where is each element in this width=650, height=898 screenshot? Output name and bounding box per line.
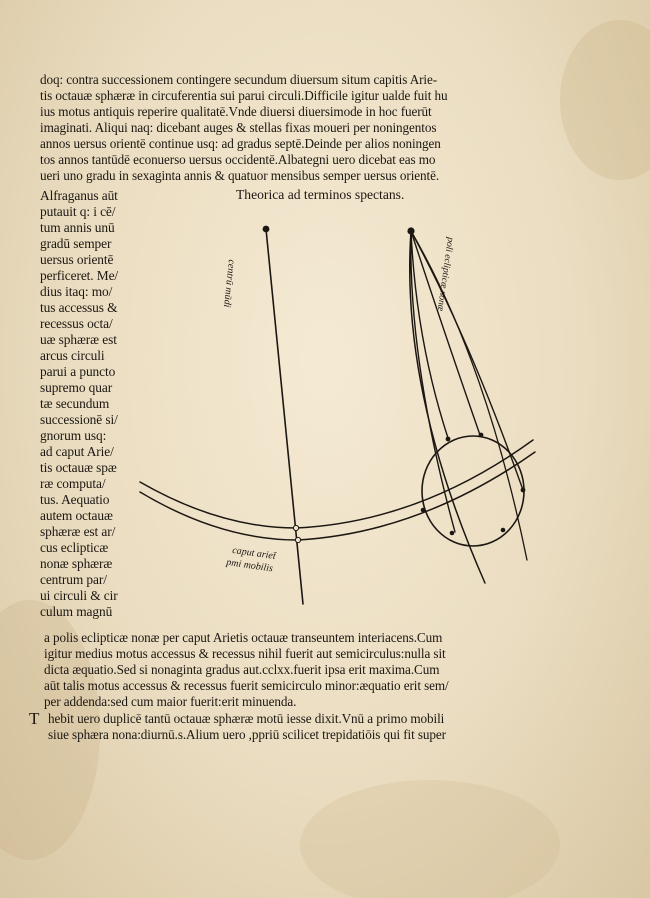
label-primi-mobilis: pmi mobilis bbox=[225, 557, 274, 575]
text-line: centrum par/ bbox=[40, 572, 107, 587]
text-line: ui circuli & cir bbox=[40, 588, 118, 603]
text-line: ius motus antiquis reperire qualitatē.Vnde diuersi diuersimode in hoc fuerūt bbox=[40, 104, 432, 119]
text-line: doq: contra successionem contingere secundum diuersum situm capitis Arie- bbox=[40, 72, 438, 87]
text-line: imaginati. Aliqui naq: dicebant auges & stellas fixas moueri per noningentos bbox=[40, 120, 437, 135]
text-line: perficeret. Me/ bbox=[40, 268, 119, 283]
text-line: uersus orientē bbox=[40, 252, 114, 267]
text-line: aūt talis motus accessus & recessus fuerit semicirculo minor:æquatio erit sem/ bbox=[44, 678, 449, 693]
text-line: autem octauæ bbox=[40, 508, 113, 523]
pole-dot bbox=[407, 227, 414, 234]
text-line: putauit q: i cē/ bbox=[40, 204, 116, 219]
text-line: arcus circuli bbox=[40, 348, 105, 363]
text-line: gnorum usq: bbox=[40, 428, 107, 443]
label-poli-eclipticae: poli eclipticæ nonæ bbox=[434, 236, 455, 312]
text-line: nonæ sphæræ bbox=[40, 556, 113, 571]
intersection-dot bbox=[446, 437, 451, 442]
label-centrum-mundi: centrū mūdi bbox=[221, 258, 237, 308]
text-line: tus. Aequatio bbox=[40, 492, 110, 507]
text-line: parui a puncto bbox=[40, 364, 116, 379]
text-line: successionē si/ bbox=[40, 412, 118, 427]
text-line: tos annos tantūdē econuerso uersus occidentē.Albategni uero dicebat eas mo bbox=[40, 152, 436, 167]
text-line: gradū semper bbox=[40, 236, 112, 251]
text-line: a polis eclipticæ nonæ per caput Arietis octauæ transeuntem interiacens.Cum bbox=[44, 630, 443, 645]
intersection-dot bbox=[479, 433, 484, 438]
ecliptic-point bbox=[295, 537, 300, 542]
text-line: cus eclipticæ bbox=[40, 540, 109, 555]
initial-letter: T bbox=[29, 709, 40, 728]
text-line: tæ secundum bbox=[40, 396, 110, 411]
text-line: ad caput Arie/ bbox=[40, 444, 114, 459]
intersection-dot bbox=[521, 488, 526, 493]
world-axis-line bbox=[266, 229, 303, 604]
text-line: Alfraganus aūt bbox=[40, 188, 118, 203]
text-line: tis octauæ sphæræ in circuferentia sui parui circuli.Difficile igitur ualde fuit hu bbox=[40, 88, 448, 103]
ecliptic-arc bbox=[140, 452, 535, 540]
text-line: sphæræ est ar/ bbox=[40, 524, 116, 539]
text-line: recessus octa/ bbox=[40, 316, 113, 331]
small-circle bbox=[422, 436, 524, 546]
text-line: ræ computa/ bbox=[40, 476, 106, 491]
text-line: igitur medius motus accessus & recessus nihil fuerit aut semicirculus:nulla sit bbox=[44, 646, 446, 661]
text-line: tus accessus & bbox=[40, 300, 118, 315]
intersection-dot bbox=[450, 531, 455, 536]
text-line: siue sphæra nona:diurnū.s.Alium uero ,ppriū scilicet trepidatiōis qui fit super bbox=[48, 727, 446, 742]
label-caput-arietis: caput ariet̄ bbox=[231, 545, 277, 562]
text-line: per addenda:sed cum maior fuerit:erit minuenda. bbox=[44, 694, 297, 709]
ecliptic-point bbox=[293, 525, 298, 530]
pole-dot bbox=[263, 226, 270, 233]
text-line: culum magnū bbox=[40, 604, 113, 619]
text-line: dicta æquatio.Sed si nonaginta gradus aut.cclxx.fuerit ipsa erit maxima.Cum bbox=[44, 662, 440, 677]
figure-caption: Theorica ad terminos spectans. bbox=[236, 187, 405, 202]
text-line: hebit uero duplicē tantū octauæ sphæræ motū iesse dixit.Vnū a primo mobili bbox=[48, 711, 445, 726]
text-line: supremo quar bbox=[40, 380, 113, 395]
text-line: ueri uno gradu in sexaginta annis & quatuor mensibus semper uersus orientē. bbox=[40, 168, 440, 183]
ecliptic-arc bbox=[140, 440, 533, 528]
intersection-dot bbox=[421, 508, 426, 513]
text-line: tis octauæ spæ bbox=[40, 460, 117, 475]
text-line: annos uersus orientē continue usq: ad gradus septē.Deinde per alios noningen bbox=[40, 136, 441, 151]
text-line: dius itaq: mo/ bbox=[40, 284, 113, 299]
text-line: tum annis unū bbox=[40, 220, 115, 235]
intersection-dot bbox=[501, 528, 506, 533]
text-line: uæ sphæræ est bbox=[40, 332, 117, 347]
